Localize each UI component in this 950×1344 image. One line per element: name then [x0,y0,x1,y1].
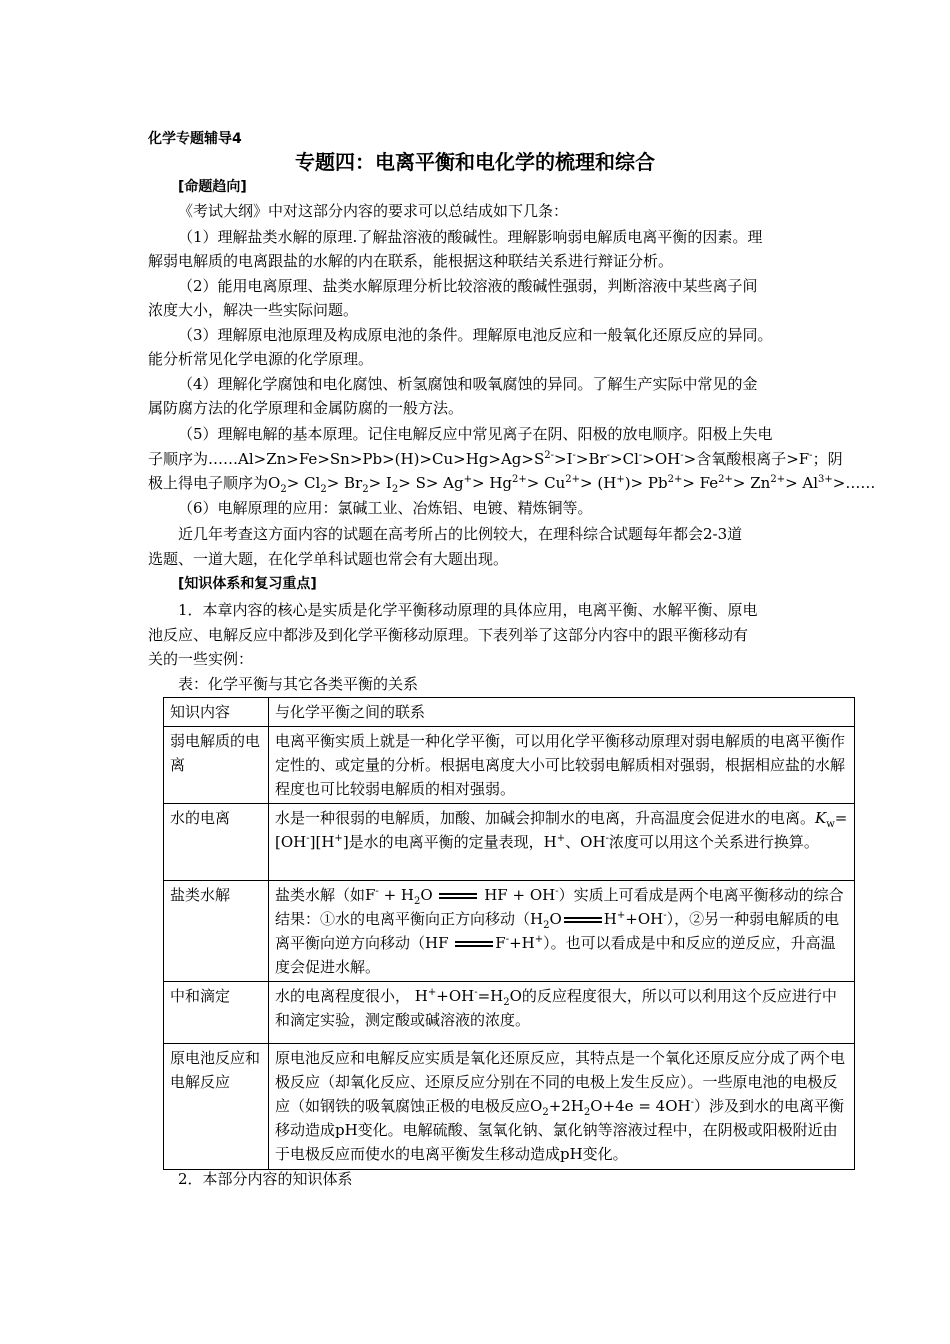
table-row [164,1044,855,1170]
paragraph: 属防腐方法的化学原理和金属防腐的一般方法。 [148,399,464,417]
relation-table [163,697,855,1170]
paragraph: 选题、一道大题，在化学单科试题也常会有大题出现。 [148,550,509,568]
table-cell: 原电池反应和电解反应实质是氧化还原反应，其特点是一个氧化还原反应分成了两个电极反应（却氧化反应、还原反应分别在不同的电极上发生反应）。一些原电池的电极反应（如钢铁的吸氧腐蚀正极的电极反应$O_2+2H_2O+4e = 4OH^-$）涉及到水的电离平衡移动造成pH变化。电解硫酸、氢氧化钠、氯化钠等溶液过程中，在阴极或阳极附近由于电极反应而使水的电离平衡发生移动造成pH变化。 [269,1044,855,1170]
equilibrium-arrow-icon [453,939,495,949]
paragraph-anode-order: 子顺序为$\dots\dots Al>Zn>Fe>Sn>Pb>(H)>Cu>Hg>Ag>S^{2-}>I^->Br^->Cl^->OH^->$含氧酸根离子>F-；阴 [148,450,843,468]
table-cell: 弱电解质的电离 [164,727,269,804]
paragraph: 能分析常见化学电源的化学原理。 [148,350,374,368]
paragraph: （6）电解原理的应用：氯碱工业、冶炼铝、电镀、精炼铜等。 [178,499,593,517]
table-row [164,804,855,881]
paragraph: 1．本章内容的核心是实质是化学平衡移动原理的具体应用，电离平衡、水解平衡、原电 [178,601,758,619]
table-cell: 原电池反应和电解反应 [164,1044,269,1170]
table-header-row [164,698,855,727]
paragraph: 近几年考查这方面内容的试题在高考所占的比例较大，在理科综合试题每年都会2-3道 [178,525,743,543]
paragraph: （3）理解原电池原理及构成原电池的条件。理解原电池反应和一般氧化还原反应的异同。 [178,326,773,344]
paragraph: （4）理解化学腐蚀和电化腐蚀、析氢腐蚀和吸氧腐蚀的异同。了解生产实际中常见的金 [178,375,758,393]
paragraph: （2）能用电离原理、盐类水解原理分析比较溶液的酸碱性强弱，判断溶液中某些离子间 [178,277,758,295]
equilibrium-arrow-icon [562,915,604,925]
table-header-cell: 与化学平衡之间的联系 [269,698,855,727]
paragraph: （5）理解电解的基本原理。记住电解反应中常见离子在阴、阳极的放电顺序。阳极上失电 [178,425,773,443]
table-cell: 盐类水解 [164,881,269,982]
table-row [164,727,855,804]
table-row [164,881,855,982]
section-heading-knowledge: [知识体系和复习重点] [178,576,317,592]
table-cell: 中和滴定 [164,982,269,1044]
table-cell: 水是一种很弱的电解质，加酸、加碱会抑制水的电离，升高温度会促进水的电离。$K_w=[OH^-][H^+]$是水的电离平衡的定量表现，H+、OH-浓度可以用这个关系进行换算。 [269,804,855,881]
section-heading-trend: [命题趋向] [178,179,247,195]
equilibrium-arrow-icon [437,891,479,901]
doc-header: 化学专题辅导4 [148,131,242,147]
paragraph: （1）理解盐类水解的原理.了解盐溶液的酸碱性。理解影响弱电解质电离平衡的因素。理 [178,228,763,246]
table-row [164,982,855,1044]
table-cell: 水的电离程度很小， $H^++OH^-=H_2O$的反应程度很大，所以可以利用这个反应进行中和滴定实验，测定酸或碱溶液的浓度。 [269,982,855,1044]
table-caption: 表：化学平衡与其它各类平衡的关系 [178,675,419,693]
paragraph: 关的一些实例： [148,650,254,668]
paragraph: 解弱电解质的电离跟盐的水解的内在联系，能根据这种联结关系进行辩证分析。 [148,252,674,270]
table-header-cell: 知识内容 [164,698,269,727]
paragraph: 浓度大小，解决一些实际问题。 [148,301,359,319]
table-cell: 盐类水解（如$F^- + H_2O$ HF + OH-）实质上可看成是两个电离平衡移动的综合结果：①水的电离平衡向正方向移动（$H_2O$ H++OH-），②另一种弱电解质的电离平衡向逆方向移动（HF F-+H+）。也可以看成是中和反应的逆反应，升高温度会促进水解。 [269,881,855,982]
page-title: 专题四：电离平衡和电化学的梳理和综合 [295,150,655,174]
paragraph: 2．本部分内容的知识体系 [178,1170,353,1188]
paragraph-cathode-order: 极上得电子顺序为$O_2> Cl_2> Br_2> I_2> S> Ag^+> Hg^{2+}> Cu^{2+}> (H^+)> Pb^{2+}> Fe^{2+}> Zn^{2+}>$ $Al^{3+}>\dots\dots$ [148,474,876,495]
paragraph: 池反应、电解反应中都涉及到化学平衡移动原理。下表列举了这部分内容中的跟平衡移动有 [148,626,749,644]
table-cell: 电离平衡实质上就是一种化学平衡，可以用化学平衡移动原理对弱电解质的电离平衡作定性的、或定量的分析。根据电离度大小可比较弱电解质相对强弱，根据相应盐的水解程度也可比较弱电解质的相对强弱。 [269,727,855,804]
paragraph: 《考试大纲》中对这部分内容的要求可以总结成如下几条： [178,202,569,220]
table-cell: 水的电离 [164,804,269,881]
